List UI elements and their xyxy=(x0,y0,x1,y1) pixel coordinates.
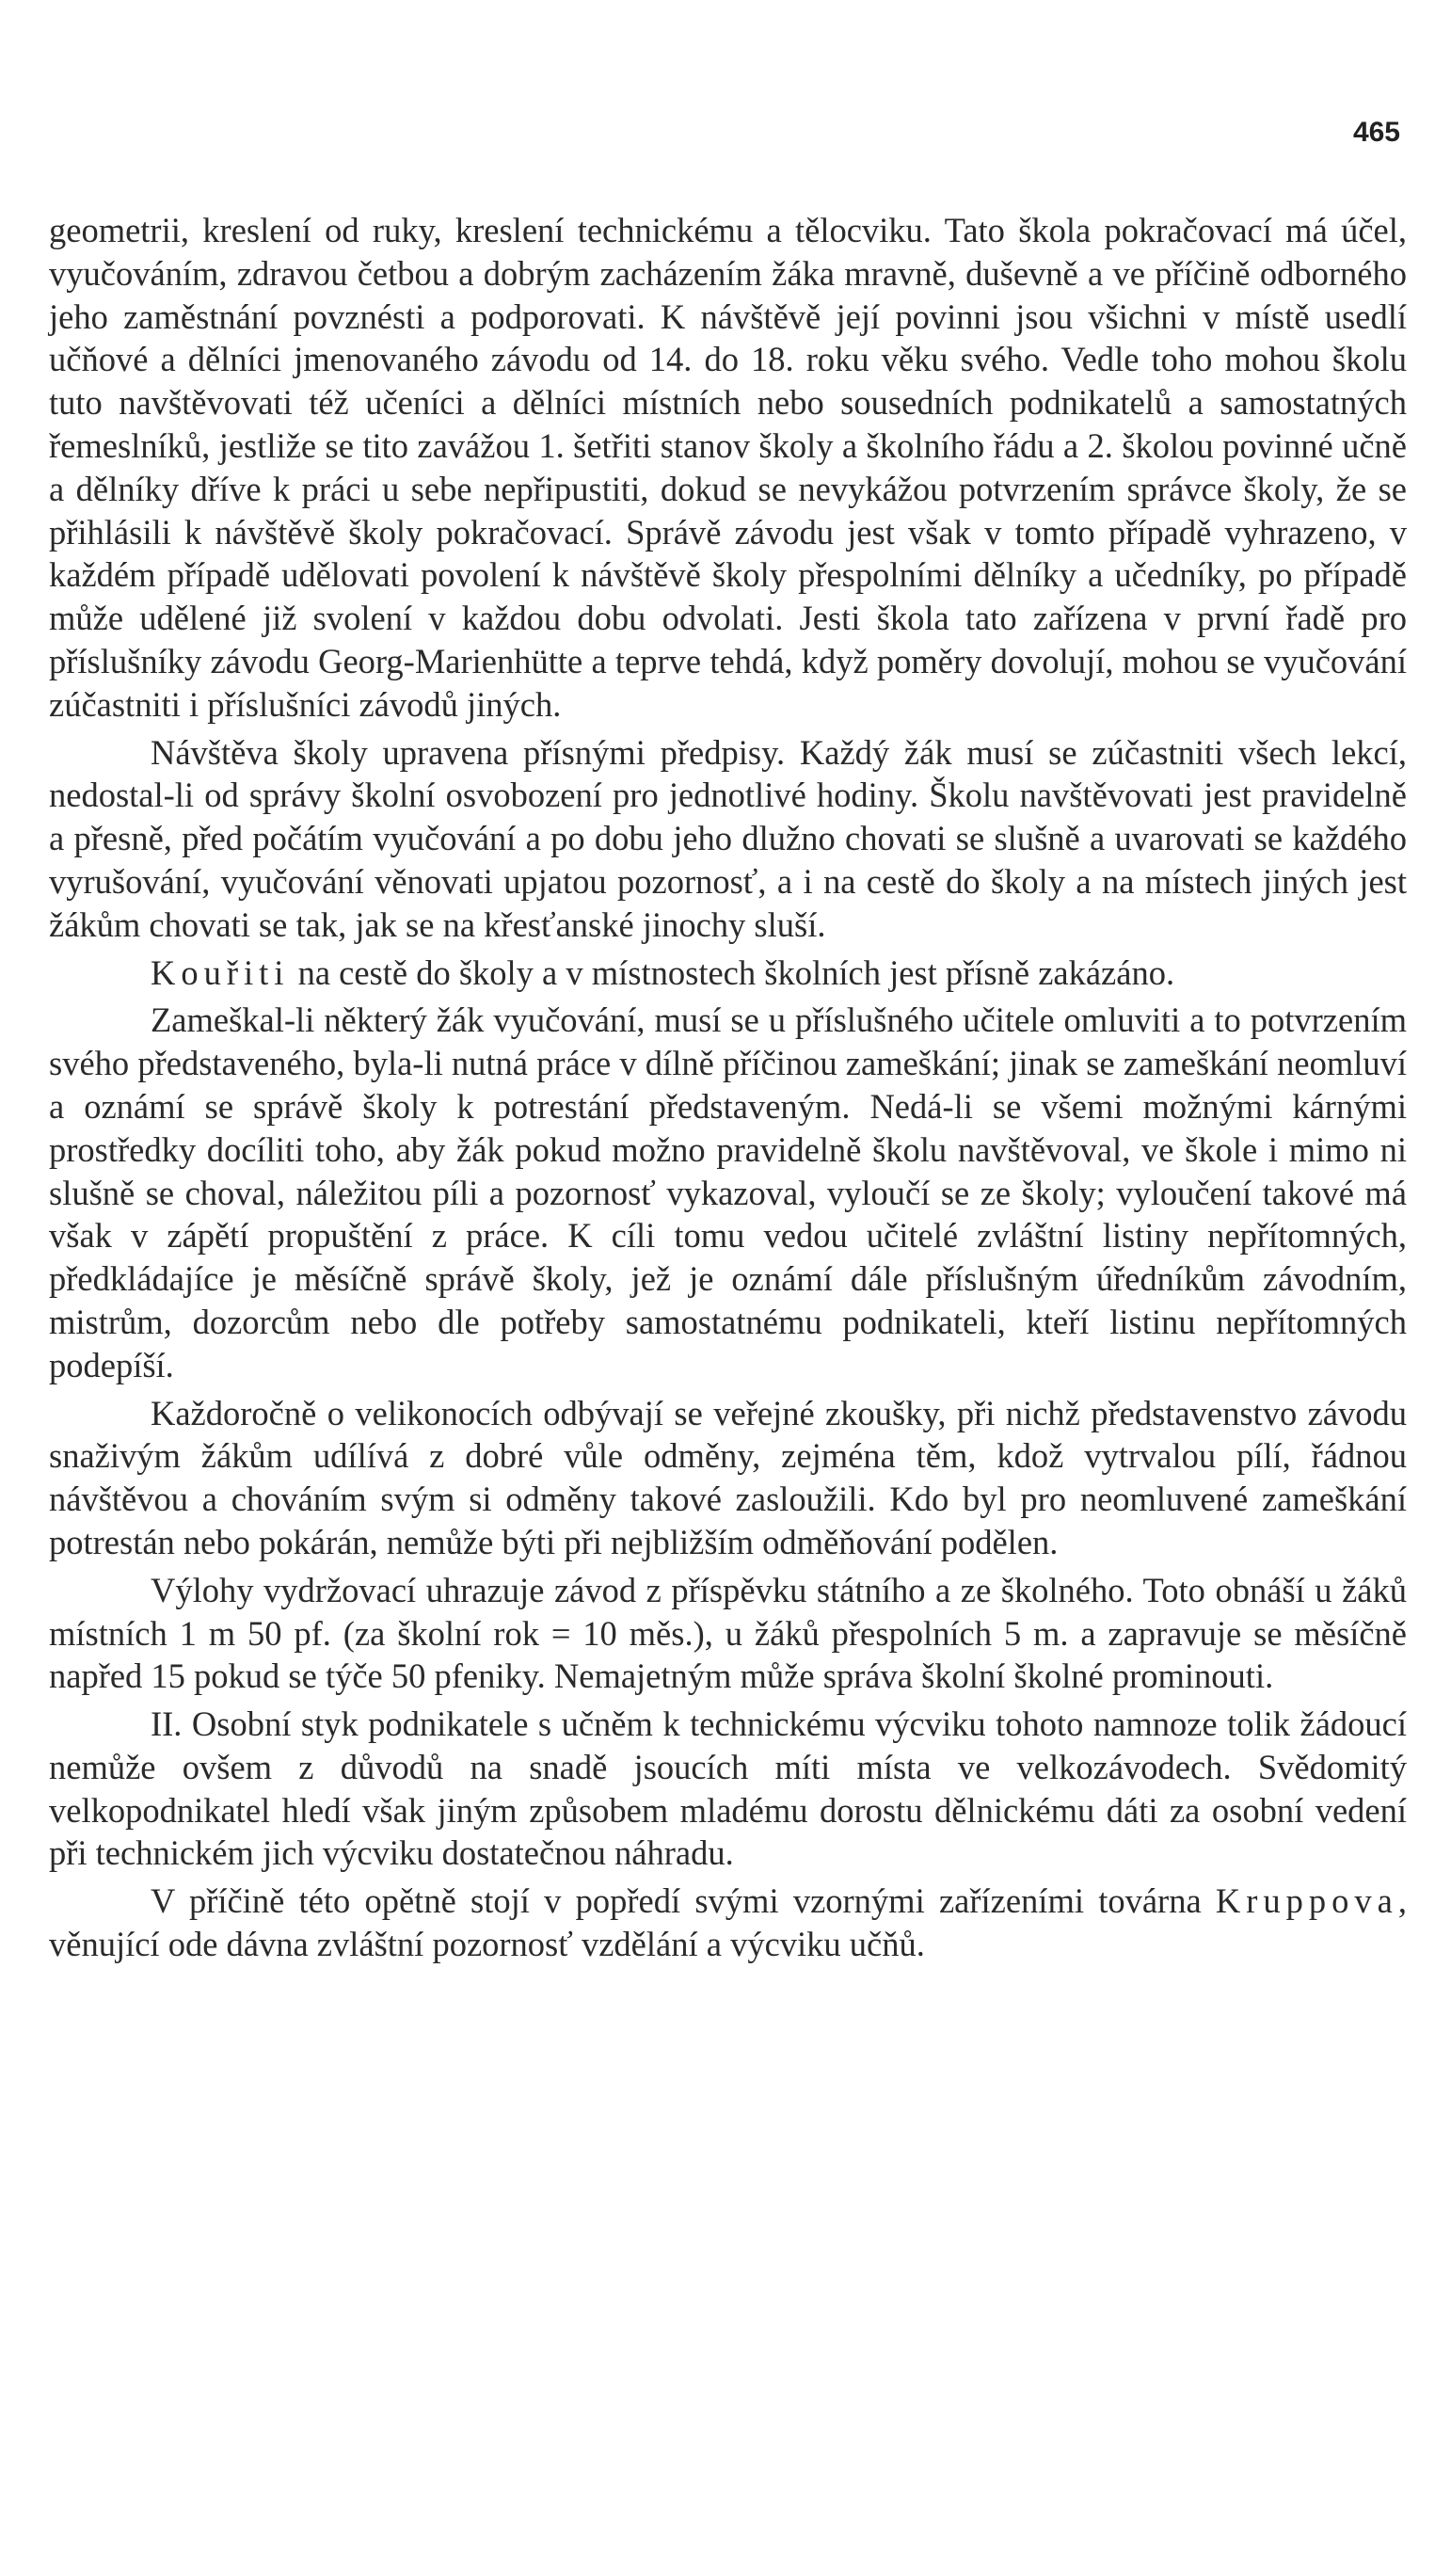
paragraph-2: Návštěva školy upravena přísnými předpisy. Každý žák musí se zúčastniti všech lekcí, nedostal-li od správy školní osvobození pro jednotlivé hodiny. Školu navštěvovati jest pravidelně a přesně, před počátím vyučování a po dobu jeho dlužno chovati se slušně a uvarovati se každého vyrušování, vyučování věnovati upjatou pozornosť, a i na cestě do školy a na místech jiných jest žákům chovati se tak, jak se na křesťanské jinochy sluší. xyxy=(49,732,1407,944)
paragraph-4: Zameškal-li některý žák vyučování, musí se u příslušného učitele omluviti a to potvrzením svého představeného, byla-li nutná práce v dílně příčinou zameškání; jinak se zameškání neomluví a oznámí se správě školy k potrestání představeným. Nedá-li se všemi možnými kárnými prostředky docíliti toho, aby žák pokud možno pravidelně školu navštěvoval, ve škole i mimo ni slušně se choval, náležitou píli a pozornosť vykazoval, vyloučí se ze školy; vyloučení takové má však v zápětí propuštění z práce. K cíli tomu vedou učitelé zvláštní listiny nepřítomných, předkládajíce je měsíčně správě školy, jež je oznámí dále příslušným úředníkům závodním, mistrům, dozorcům nebo dle potřeby samostatnému podnikateli, kteří listinu nepřítomných podepíší. xyxy=(49,1000,1407,1384)
paragraph-6: Výlohy vydržovací uhrazuje závod z příspěvku státního a ze školného. Toto obnáší u žáků místních 1 m 50 pf. (za školní rok = 10 měs.), u žáků přespolních 5 m. a zapravuje se měsíčně napřed 15 pokud se týče 50 pfeniky. Nemajetným může správa školní školné prominouti. xyxy=(49,1570,1407,1696)
paragraph-1: geometrii, kreslení od ruky, kreslení technickému a tělocviku. Tato škola pokračovací má účel, vyučováním, zdravou četbou a dobrým zacházením žáka mravně, duševně a ve příčině odborného jeho zaměstnání povznésti a podporovati. K návštěvě její povinni jsou všichni v místě usedlí učňové a dělníci jmenovaného závodu od 14. do 18. roku věku svého. Vedle toho mohou školu tuto navštěvovati též učeníci a dělníci místních nebo sousedních podnikatelů a samostatných řemeslníků, jestliže se tito zavážou 1. šetřiti stanov školy a školního řádu a 2. školou povinné učně a dělníky dříve k práci u sebe nepřipustiti, dokud se nevykážou potvrzením správce školy, že se přihlásili k návštěvě školy pokračovací. Správě závodu jest však v tomto případě vyhrazeno, v každém případě udělovati povolení k návštěvě školy přespolními dělníky a učedníky, po případě může udělené již svolení v každou dobu odvolati. Jesti škola tato zařízena v první řadě pro příslušníky závodu Georg-Marienhütte a teprve tehdá, když poměry dovolují, mohou se vyučování zúčastniti i příslušníci závodů jiných. xyxy=(49,211,1407,724)
paragraph-7: II. Osobní styk podnikatele s učněm k technickému výcviku tohoto namnoze tolik žádoucí nemůže ovšem z důvodů na snadě jsoucích míti místa ve velkozávodech. Svědomitý velkopodnikatel hledí však jiným způsobem mladému dorostu dělnickému dáti za osobní vedení při technickém jich výcviku dostatečnou náhradu. xyxy=(49,1704,1407,1873)
emphasized-word: Kouřiti xyxy=(151,952,290,992)
page-number: 465 xyxy=(1352,117,1400,148)
paragraph-8-text-before: V příčině této opětně stojí v popředí svými vzornými zařízeními továrna xyxy=(151,1881,1216,1921)
paragraph-8-text-after: , věnující ode dávna zvláštní pozornosť vzdělání a výcviku učňů. xyxy=(49,1881,1407,1964)
document-body xyxy=(49,209,1407,1971)
paragraph-5: Každoročně o velikonocích odbývají se veřejné zkoušky, při nichž představenstvo závodu snaživým žákům udílívá z dobré vůle odměny, zejména těm, kdož vytrvalou pílí, řádnou návštěvou a chováním svým si odměny takové zasloužili. Kdo byl pro neomluvené zameškání potrestán nebo pokárán, nemůže býti při nejbližším odměňování podělen. xyxy=(49,1393,1407,1561)
paragraph-3 xyxy=(49,952,1407,995)
paragraph-8 xyxy=(49,1880,1407,1966)
paragraph-3-text: na cestě do školy a v místnostech školních jest přísně zakázáno. xyxy=(289,952,1175,992)
emphasized-name: Kruppova xyxy=(1215,1881,1398,1921)
